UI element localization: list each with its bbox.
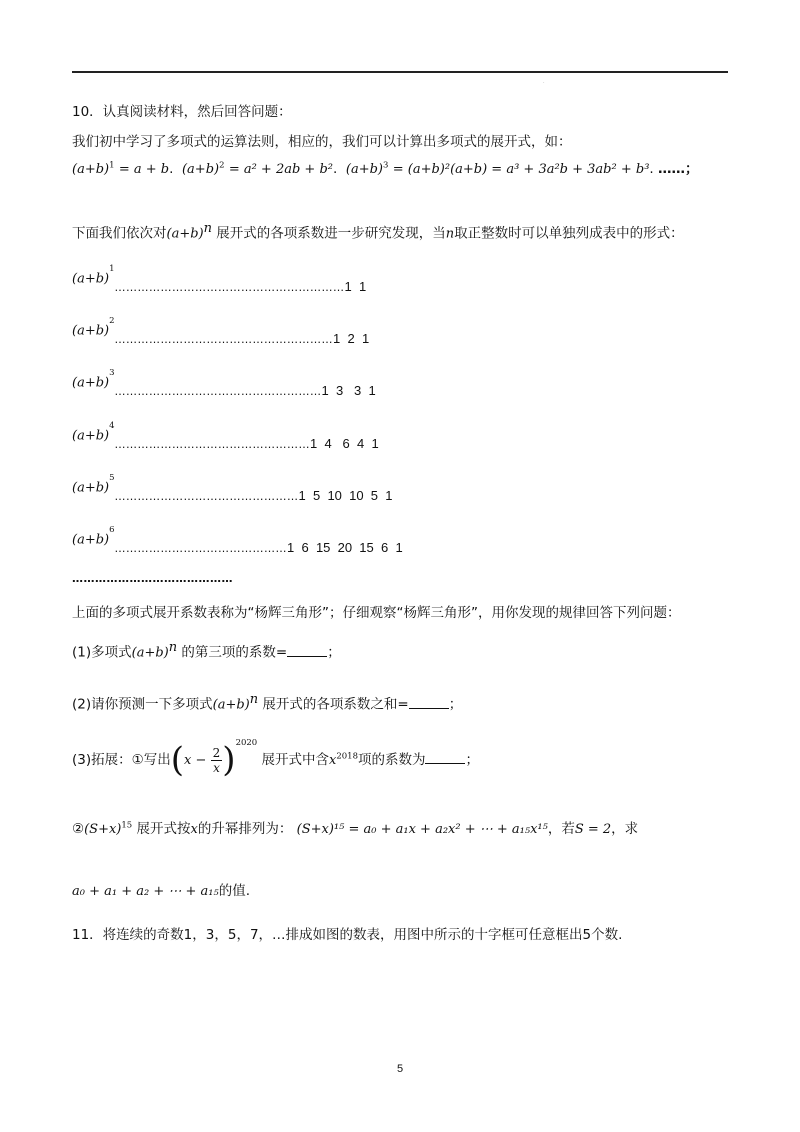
triangle-row-dots: …………………………………………… [114, 437, 311, 451]
eq1-exp: 1 [109, 160, 115, 171]
eq3-lhs: (a+b) [345, 162, 383, 177]
part-3-2-exp: 15 [121, 820, 133, 831]
triangle-row-exp: 3 [109, 368, 115, 378]
triangle-row-coefficients: 1 1 [344, 278, 367, 294]
part-3-2-b: 展开式按 [136, 821, 191, 837]
part-3-2-d: ，若 [547, 821, 575, 837]
fraction-denominator: x [213, 760, 220, 775]
para2-n: n [445, 226, 455, 242]
part-3-end: ； [465, 752, 479, 768]
para2-exp: n [203, 221, 212, 236]
triangle-row [72, 316, 370, 346]
paragraph-3: 上面的多项式展开系数表称为“杨辉三角形”；仔细观察“杨辉三角形”，用你发现的规律回答下列问题： [72, 605, 681, 621]
triangle-row-coefficients: 1 5 10 10 5 1 [298, 487, 393, 503]
s-value: S = 2 [574, 822, 612, 837]
right-paren: ) [222, 740, 236, 780]
triangle-row-exp: 2 [109, 316, 115, 326]
header-mark: · [543, 80, 545, 86]
part-2-end: ； [448, 696, 463, 713]
part-2-b: 展开式的各项系数之和= [262, 696, 409, 713]
triangle-row-base: (a+b) [72, 532, 110, 548]
eq1-lhs: (a+b) [72, 162, 110, 177]
triangle-row-exp: 4 [109, 421, 115, 431]
para2-c: 取正整数时可以单独列成表中的形式： [454, 225, 684, 242]
para2-a: 下面我们依次对 [72, 225, 167, 242]
question-10-intro: 我们初中学习了多项式的运算法则，相应的，我们可以计算出多项式的展开式，如： [72, 134, 572, 150]
triangle-row-exp: 5 [109, 473, 115, 483]
expansion-equation: (S+x)¹⁵ = a₀ + a₁x + a₂x² + ⋯ + a₁₅x¹⁵ [296, 822, 548, 837]
triangle-row-coefficients: 1 2 1 [333, 330, 370, 346]
triangle-row-dots: ……………………………………… [114, 541, 288, 555]
triangle-row [72, 368, 376, 398]
sep-dot-3: . [649, 161, 654, 177]
part-3-2-expr: (S+x) [84, 822, 122, 837]
part-2 [72, 692, 462, 713]
part-3-xpow-exp: 2018 [336, 751, 358, 762]
triangle-row-base: (a+b) [72, 428, 110, 444]
triangle-row-coefficients: 1 4 6 4 1 [310, 435, 379, 451]
part-3-c: 项的系数为 [357, 752, 426, 768]
part-3-b: 展开式中含 [261, 752, 329, 768]
triangle-row-coefficients: 1 6 15 20 15 6 1 [287, 539, 403, 555]
triangle-row [72, 473, 393, 503]
question-10-title: 10．认真阅读材料，然后回答问题： [72, 104, 292, 120]
answer-blank-2[interactable] [409, 696, 449, 709]
para2-b: 展开式的各项系数进一步研究发现，当 [216, 225, 446, 242]
page-number: 5 [396, 1063, 404, 1075]
answer-blank-3[interactable] [425, 751, 465, 764]
ellipsis: ……； [658, 161, 699, 177]
eq1-rhs: = a + b [118, 162, 170, 177]
sep-dot-2: . [333, 161, 338, 177]
question-11-text: 11．将连续的奇数1，3，5，7，…排成如图的数表，用图中所示的十字框可任意框出5个数. [72, 927, 623, 943]
fraction-numerator: 2 [212, 745, 221, 760]
part-2-expr: (a+b) [212, 697, 250, 713]
part-1 [72, 640, 341, 661]
eq2-exp: 2 [219, 160, 225, 171]
fraction [211, 746, 223, 775]
part-3-a: (3)拓展：①写出 [72, 752, 171, 768]
left-paren: ( [170, 740, 184, 780]
answer-blank-1[interactable] [287, 644, 327, 657]
trailing-dots: …………………………………… [72, 572, 233, 585]
part-3-xpow: x [329, 753, 337, 768]
eq3-rhs: = (a+b)²(a+b) = a³ + 3a²b + 3ab² + b³ [392, 162, 650, 177]
sum-line [72, 879, 250, 899]
eq2-lhs: (a+b) [181, 162, 220, 177]
part-2-a: (2)请你预测一下多项式 [72, 696, 213, 713]
paragraph-2 [72, 221, 684, 242]
triangle-row-coefficients: 1 3 3 1 [321, 382, 376, 398]
triangle-row [72, 264, 367, 294]
part-1-expr: (a+b) [131, 645, 169, 661]
triangle-row-dots: ……………………………………………… [114, 384, 322, 398]
part-3 [72, 737, 479, 780]
triangle-row-dots: ………………………………………… [114, 489, 299, 503]
triangle-row-exp: 1 [109, 264, 115, 274]
triangle-row-dots: …………………………………………………… [114, 280, 345, 294]
part-2-exp: n [249, 692, 259, 707]
part-1-a: (1)多项式 [72, 644, 132, 661]
triangle-row [72, 421, 379, 451]
triangle-row-base: (a+b) [72, 323, 110, 339]
part-3-2-c: 的升幂排列为： [197, 821, 293, 837]
triangle-row-base: (a+b) [72, 375, 110, 391]
part-1-b: 的第三项的系数= [181, 644, 288, 661]
part-3-2-e: ，求 [611, 821, 639, 837]
triangle-row-dots: ………………………………………………… [114, 332, 334, 346]
triangle-row-base: (a+b) [72, 271, 110, 287]
sep-dot-1: . [169, 161, 174, 177]
part-3-2-a: ② [72, 821, 85, 837]
coefficient-sum: a₀ + a₁ + a₂ + ⋯ + a₁₅ [72, 884, 219, 899]
eq2-rhs: = a² + 2ab + b² [228, 162, 333, 177]
triangle-row [72, 525, 403, 555]
part-3-2-x: x [190, 822, 198, 837]
triangle-row-base: (a+b) [72, 480, 110, 496]
para2-expr: (a+b) [166, 226, 204, 242]
eq3-exp: 3 [383, 160, 389, 171]
part-3-2 [72, 817, 638, 837]
part-1-end: ； [327, 644, 341, 661]
part-1-exp: n [168, 640, 178, 655]
part-3-exp: 2020 [235, 737, 258, 748]
part-3-x: x − [184, 753, 207, 768]
header-rule [72, 71, 728, 73]
example-equations [72, 157, 699, 177]
triangle-row-exp: 6 [109, 525, 115, 535]
sum-line-end: 的值. [218, 883, 250, 899]
